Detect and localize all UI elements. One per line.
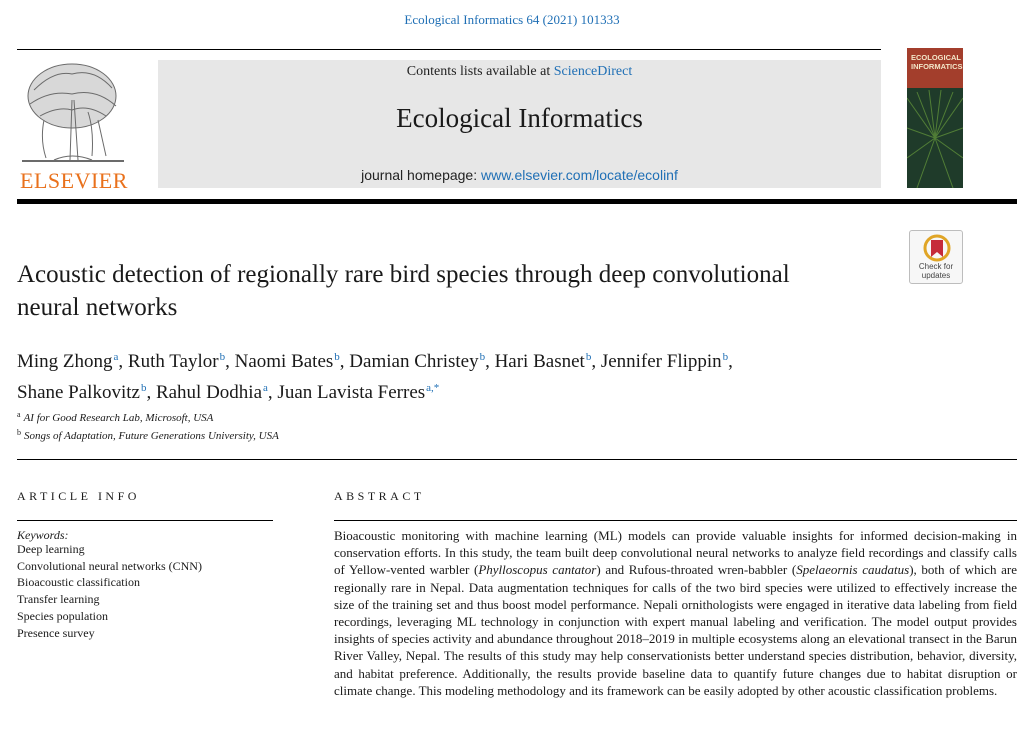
author-affiliation-marker[interactable]: b: [219, 351, 226, 363]
species-name: Spelaeornis caudatus: [796, 562, 910, 578]
keywords-label: Keywords:: [17, 528, 69, 542]
journal-homepage-link[interactable]: www.elsevier.com/locate/ecolinf: [481, 167, 678, 183]
keyword-item: Deep learning: [17, 542, 85, 556]
sciencedirect-link[interactable]: ScienceDirect: [553, 64, 633, 79]
abstract-heading: ABSTRACT: [334, 489, 425, 503]
cover-title: ECOLOGICAL INFORMATICS: [911, 53, 963, 71]
abstract-text: Bioacoustic monitoring with machine learning (ML) models can provide valuable insights for informed decision-making in conservation efforts. In this study, the team built deep convolutional neural networks to analyze field recordings and classify calls of Yellow-vented warbler (Phylloscopus cantator) and Rufous-throated wren-babbler (Spelaeornis caudatus), both of which are regionally rare in Nepal. Data augmentation techniques for calls of the two bird species were utilized to effectively increase the size of the training set and thus boost model performance. Nepali ornithologists were engaged in iterative data labeling from field recordings, leveraging ML technology in conjunction with expert manual labeling and verification. The model output provides insights of species activity and abundance throughout 2018–2019 in multiple ecosystems along an elevational transect in the Barun River Valley, Nepal. The results of this study may help conservationists better understand species distribution, behavior, diversity, and habitat preference. Additionally, the results provide baseline data to quantify future changes due to habitat disruption or climate change. This modeling methodology and its framework can be easily adopted by other acoustic classification problems.: [334, 528, 1017, 698]
homepage-line: [158, 167, 881, 183]
author-name[interactable]: Damian Christey: [349, 351, 479, 372]
affiliation-b: $^b$ Songs of Adaptation, Future Generations University, USA: [17, 428, 279, 442]
article-info-heading: ARTICLE INFO: [17, 489, 140, 503]
contents-prefix: Contents lists available at: [406, 64, 554, 79]
author-name[interactable]: Shane Palkovitz: [17, 382, 140, 403]
bookmark-icon: [910, 231, 964, 265]
journal-cover-thumbnail[interactable]: [907, 48, 963, 188]
homepage-prefix: journal homepage:: [361, 167, 481, 183]
author-affiliation-marker[interactable]: b: [140, 382, 147, 394]
author-list: Ming Zhong$^a$, Ruth Taylor$^b$, Naomi Bates$^b$, Damian Christey$^b$, Hari Basnet$^b$, Jennifer Flippin$^b$, Shane Palkovitz$^b$, Rahul Dodhia$^a$, Juan Lavista Ferres$^{a,*}$: [17, 351, 733, 403]
author-name[interactable]: Rahul Dodhia: [155, 382, 263, 403]
article-info-rule: [17, 520, 273, 521]
species-name: Phylloscopus cantator: [478, 562, 597, 578]
author-affiliation-marker[interactable]: b: [585, 351, 592, 363]
keyword-item: Transfer learning: [17, 592, 100, 607]
author-affiliation-marker[interactable]: a: [263, 382, 268, 394]
author-name[interactable]: Juan Lavista Ferres: [277, 382, 426, 403]
header-rule-thick: [17, 199, 1017, 204]
author-name[interactable]: Ming Zhong: [17, 351, 113, 372]
abstract-rule: [334, 520, 1017, 521]
publisher-wordmark: ELSEVIER: [20, 168, 128, 193]
keyword-list: [17, 541, 202, 641]
author-name[interactable]: Hari Basnet: [494, 351, 585, 372]
keyword-item: Presence survey: [17, 625, 95, 640]
author-name[interactable]: Ruth Taylor: [127, 351, 219, 372]
author-name[interactable]: Jennifer Flippin: [600, 351, 722, 372]
author-name[interactable]: Naomi Bates: [234, 351, 334, 372]
contents-line: [158, 64, 881, 80]
author-affiliation-marker[interactable]: b: [722, 351, 729, 363]
keyword-item: Convolutional neural networks (CNN): [17, 558, 202, 573]
journal-citation-link[interactable]: Ecological Informatics 64 (2021) 101333: [404, 12, 620, 27]
journal-title: Ecological Informatics: [396, 103, 643, 133]
keyword-item: Species population: [17, 608, 108, 623]
author-affiliation-marker[interactable]: a,*: [426, 382, 440, 394]
section-divider: [17, 459, 1017, 460]
affiliation-a: $^a$ AI for Good Research Lab, Microsoft, USA: [17, 410, 214, 424]
author-affiliation-marker[interactable]: b: [334, 351, 340, 363]
header-rule: [17, 49, 881, 50]
keyword-item: Bioacoustic classification: [17, 575, 140, 590]
check-for-updates-label[interactable]: Check for updates: [918, 262, 954, 280]
author-affiliation-marker[interactable]: a: [113, 351, 119, 363]
author-affiliation-marker[interactable]: b: [479, 351, 486, 363]
article-title: Acoustic detection of regionally rare bird species through deep convolutional neural networks: [17, 261, 790, 321]
